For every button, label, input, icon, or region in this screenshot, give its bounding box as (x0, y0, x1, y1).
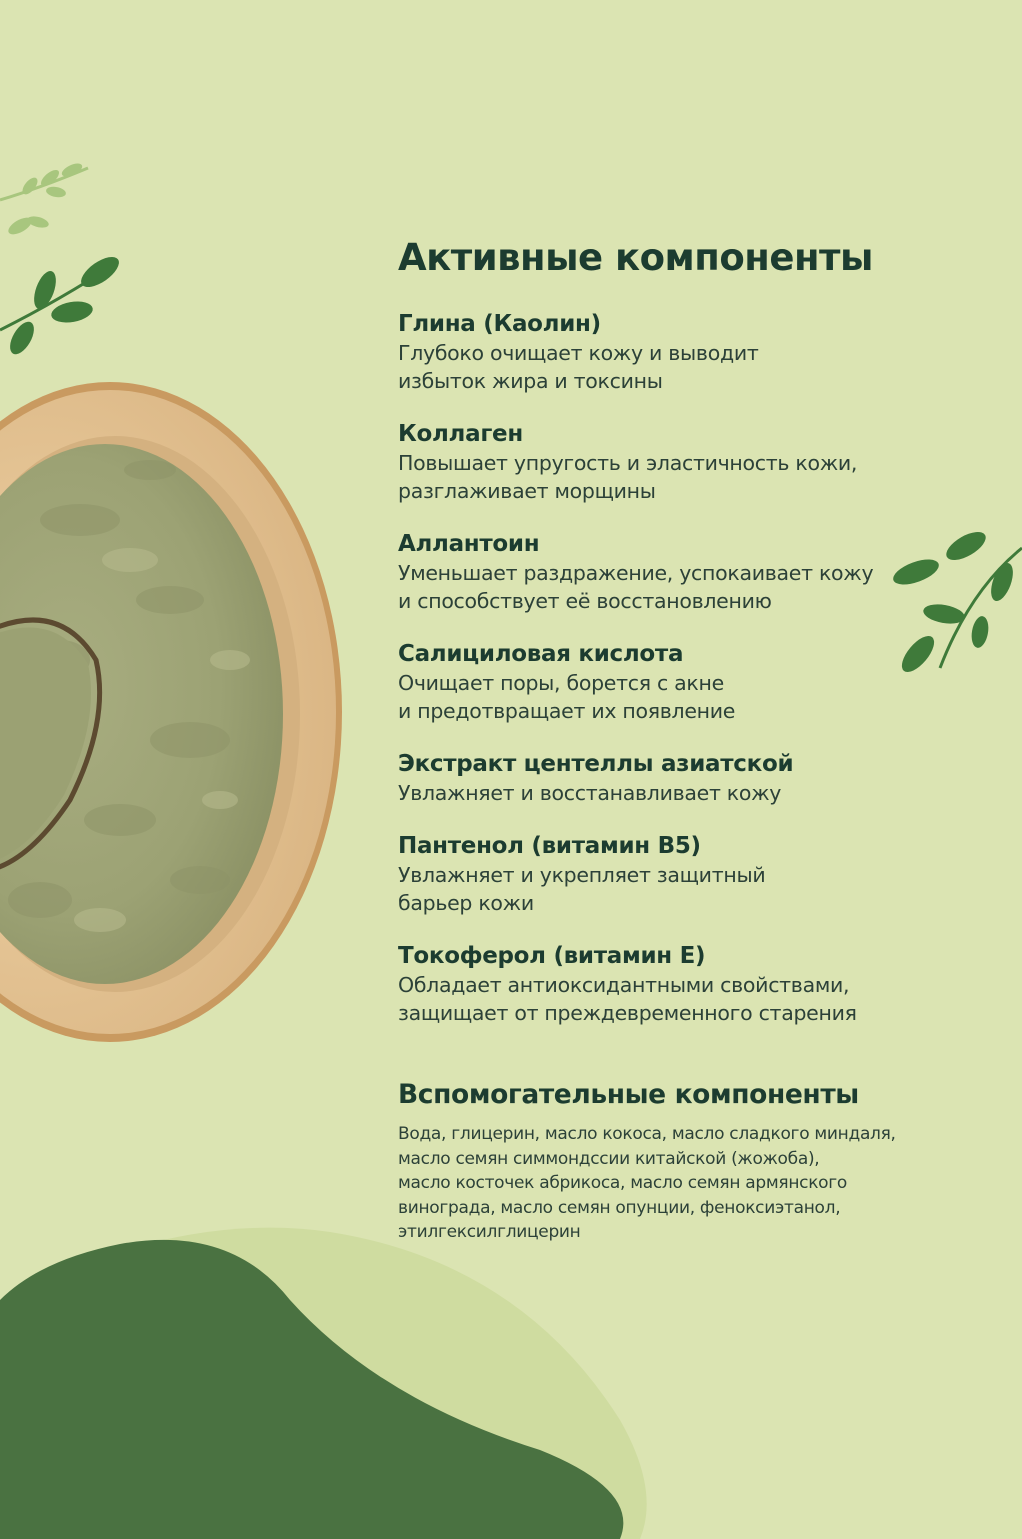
component-description: Очищает поры, борется с акне и предотвращает их появление (398, 671, 736, 723)
component-name: Токоферол (витамин Е) (398, 943, 706, 969)
component-name: Глина (Каолин) (398, 311, 601, 337)
component-item (398, 419, 978, 505)
component-name: Коллаген (398, 421, 523, 447)
component-item (398, 749, 978, 807)
content-column (398, 236, 978, 1245)
component-name: Пантенол (витамин В5) (398, 833, 701, 859)
component-item (398, 639, 978, 725)
component-item (398, 941, 978, 1027)
component-description: Обладает антиоксидантными свойствами, защищает от преждевременного старения (398, 973, 857, 1025)
clay-bowl-image (0, 382, 342, 1042)
component-name: Салициловая кислота (398, 641, 684, 667)
sprig-top-left-icon (0, 161, 88, 238)
component-description: Увлажняет и укрепляет защитный барьер кожи (398, 863, 766, 915)
component-description: Повышает упругость и эластичность кожи, разглаживает морщины (398, 451, 858, 503)
component-description: Увлажняет и восстанавливает кожу (398, 781, 782, 805)
branch-left-icon (0, 251, 124, 358)
auxiliary-components-title: Вспомогательные компоненты (398, 1079, 859, 1110)
component-item (398, 831, 978, 917)
component-item (398, 529, 978, 615)
auxiliary-components-list: Вода, глицерин, масло кокоса, масло сладкого миндаля, масло семян симмондссии китайской (жожоба), масло косточек абрикоса, масло семян армянского винограда, масло семян опунции, феноксиэтанол, этилгексилглицерин (398, 1124, 896, 1242)
component-name: Аллантоин (398, 531, 540, 557)
component-description: Уменьшает раздражение, успокаивает кожу и способствует её восстановлению (398, 561, 874, 613)
active-components-title: Активные компоненты (398, 236, 873, 279)
component-name: Экстракт центеллы азиатской (398, 751, 794, 777)
component-item (398, 309, 978, 395)
component-description: Глубоко очищает кожу и выводит избыток жира и токсины (398, 341, 759, 393)
